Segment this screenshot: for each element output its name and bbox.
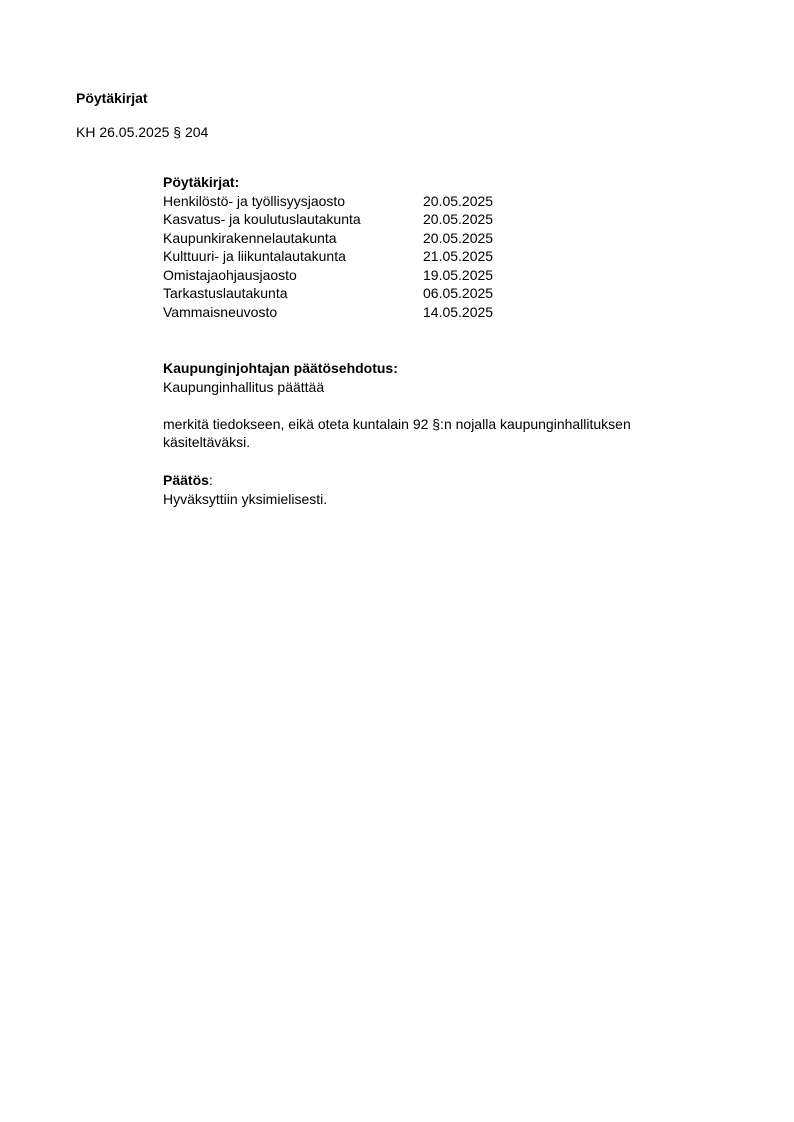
proposal-intro: Kaupunginhallitus päättää <box>163 378 325 395</box>
proposal-text: merkitä tiedokseen, eikä oteta kuntalain 92 §:n nojalla kaupunginhallituksen käsiteltäväksi. <box>163 415 631 450</box>
minutes-row <box>163 284 683 303</box>
proposal-heading: Kaupunginjohtajan päätösehdotus: <box>163 360 398 376</box>
committee-name: Tarkastuslautakunta <box>163 285 288 301</box>
minutes-date: 06.05.2025 <box>423 285 494 301</box>
minutes-date: 20.05.2025 <box>423 229 494 246</box>
meeting-reference: KH 26.05.2025 § 204 <box>76 124 209 140</box>
minutes-date: 14.05.2025 <box>423 303 494 320</box>
minutes-row <box>163 229 683 248</box>
minutes-date: 19.05.2025 <box>423 266 494 283</box>
minutes-date: 21.05.2025 <box>423 248 494 264</box>
committee-name: Kulttuuri- ja liikuntalautakunta <box>163 248 346 264</box>
proposal-section <box>163 359 663 452</box>
minutes-date: 20.05.2025 <box>423 211 494 227</box>
minutes-row <box>163 247 683 266</box>
committee-name: Kaupunkirakennelautakunta <box>163 229 337 246</box>
committee-name: Vammaisneuvosto <box>163 303 278 320</box>
decision-colon: : <box>208 472 213 488</box>
minutes-date: 20.05.2025 <box>423 192 494 209</box>
committee-name: Henkilöstö- ja työllisyysjaosto <box>163 192 346 209</box>
minutes-row <box>163 192 683 211</box>
minutes-section <box>163 173 683 321</box>
decision-heading: Päätös <box>163 472 209 488</box>
minutes-row <box>163 303 683 322</box>
minutes-row <box>163 266 683 285</box>
decision-section <box>163 471 663 508</box>
minutes-row <box>163 210 683 229</box>
committee-name: Kasvatus- ja koulutuslautakunta <box>163 211 361 227</box>
document-title: Pöytäkirjat <box>76 90 148 106</box>
decision-text: Hyväksyttiin yksimielisesti. <box>163 490 328 507</box>
minutes-heading: Pöytäkirjat: <box>163 174 240 190</box>
decision-heading-line <box>163 471 663 490</box>
committee-name: Omistajaohjausjaosto <box>163 266 297 283</box>
